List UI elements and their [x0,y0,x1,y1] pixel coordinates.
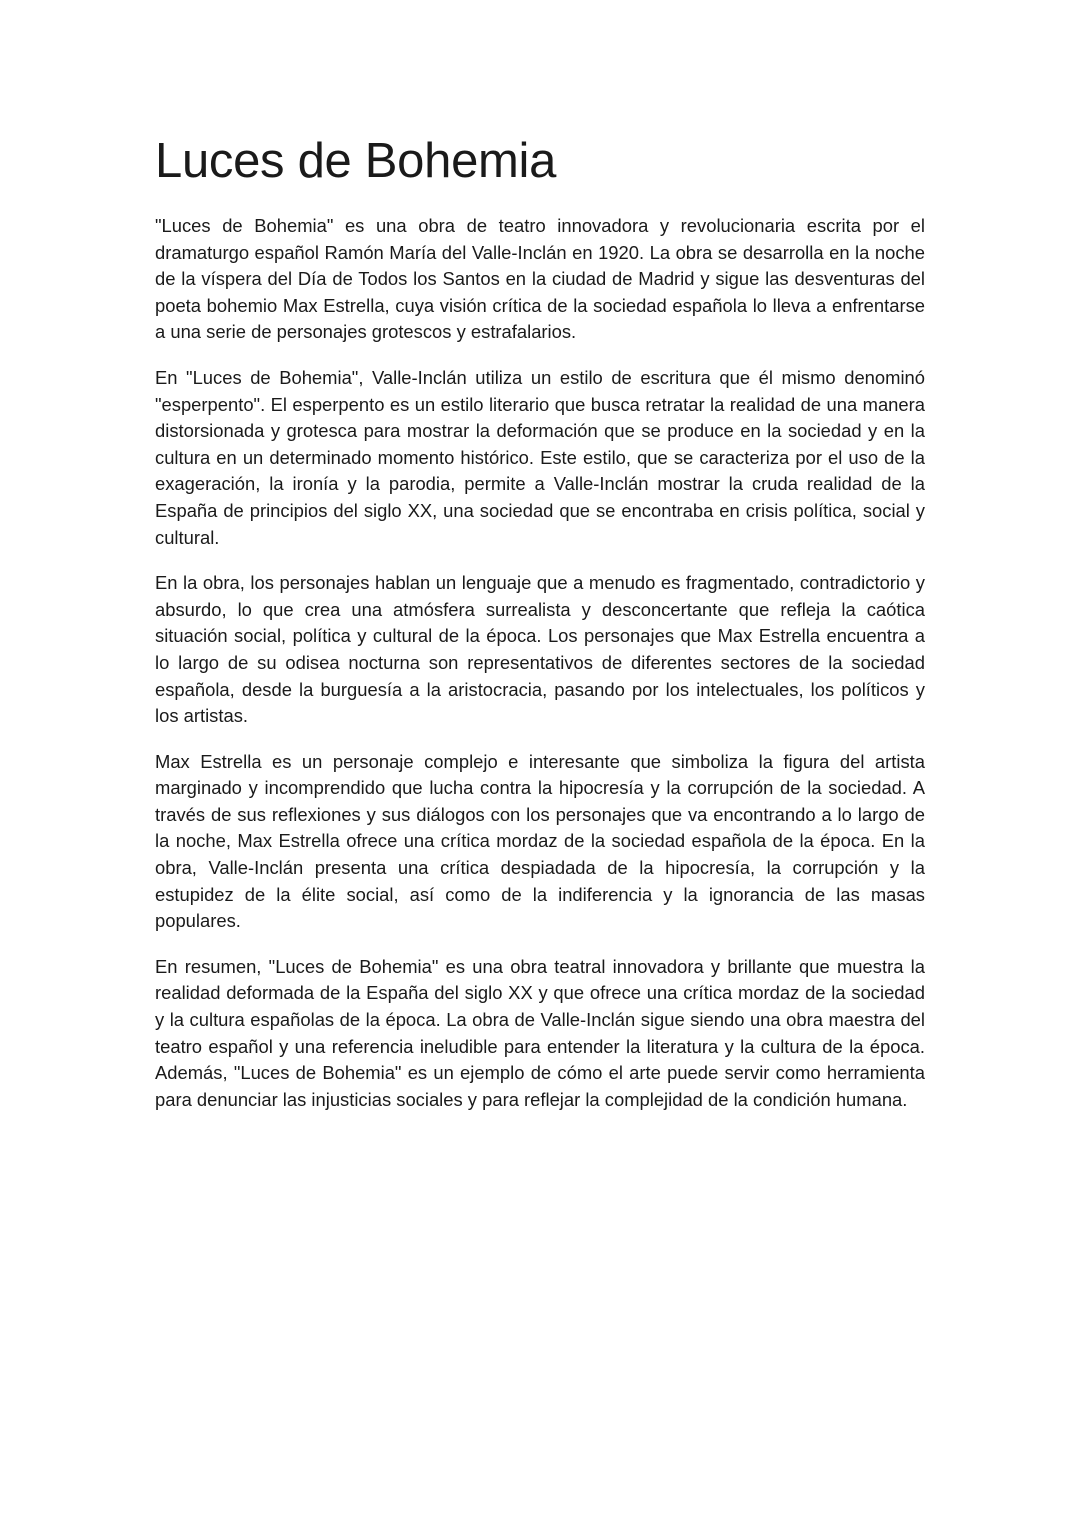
paragraph-introduction: "Luces de Bohemia" es una obra de teatro innovadora y revolucionaria escrita por el dramaturgo español Ramón María del Valle-Inclán en 1920. La obra se desarrolla en la noche de la víspera del Día de Todos los Santos en la ciudad de Madrid y sigue las desventuras del poeta bohemio Max Estrella, cuya visión crítica de la sociedad española lo lleva a enfrentarse a una serie de personajes grotescos y estrafalarios. [155,215,925,343]
paragraph-esperpento: En "Luces de Bohemia", Valle-Inclán utiliza un estilo de escritura que él mismo denominó "esperpento". El esperpento es un estilo literario que busca retratar la realidad de una manera distorsionada y grotesca para mostrar la deformación que se produce en la sociedad y en la cultura en un determinado momento histórico. Este estilo, que se caracteriza por el uso de la exageración, la ironía y la parodia, permite a Valle-Inclán mostrar la cruda realidad de la España de principios del siglo XX, una sociedad que se encontraba en crisis política, social y cultural. [155,366,925,548]
paragraph-summary: En resumen, "Luces de Bohemia" es una obra teatral innovadora y brillante que muestra la realidad deformada de la España del siglo XX y que ofrece una crítica mordaz de la sociedad y la cultura españolas de la época. La obra de Valle-Inclán sigue siendo una obra maestra del teatro español y una referencia ineludible para entender la literatura y la cultura de la época. Además, "Luces de Bohemia" es un ejemplo de cómo el arte puede servir como herramienta para denunciar las injusticias sociales y para reflejar la complejidad de la condición humana. [155,955,925,1110]
document-title: Luces de Bohemia [155,134,557,188]
document-body [155,128,925,1132]
paragraph-language: En la obra, los personajes hablan un lenguaje que a menudo es fragmentado, contradictorio y absurdo, lo que crea una atmósfera surrealista y desconcertante que refleja la caótica situación social, política y cultural de la época. Los personajes que Max Estrella encuentra a lo largo de su odisea nocturna son representativos de diferentes sectores de la sociedad española, desde la burguesía a la aristocracia, pasando por los intelectuales, los políticos y los artistas. [155,572,925,727]
paragraph-max-estrella: Max Estrella es un personaje complejo e interesante que simboliza la figura del artista marginado y incomprendido que lucha contra la hipocresía y la corrupción de la sociedad. A través de sus reflexiones y sus diálogos con los personajes que va encontrando a lo largo de la noche, Max Estrella ofrece una crítica mordaz de la sociedad española de la época. En la obra, Valle-Inclán presenta una crítica despiadada de la hipocresía, la corrupción y la estupidez de la élite social, así como de la indiferencia y la ignorancia de las masas populares. [155,750,925,932]
